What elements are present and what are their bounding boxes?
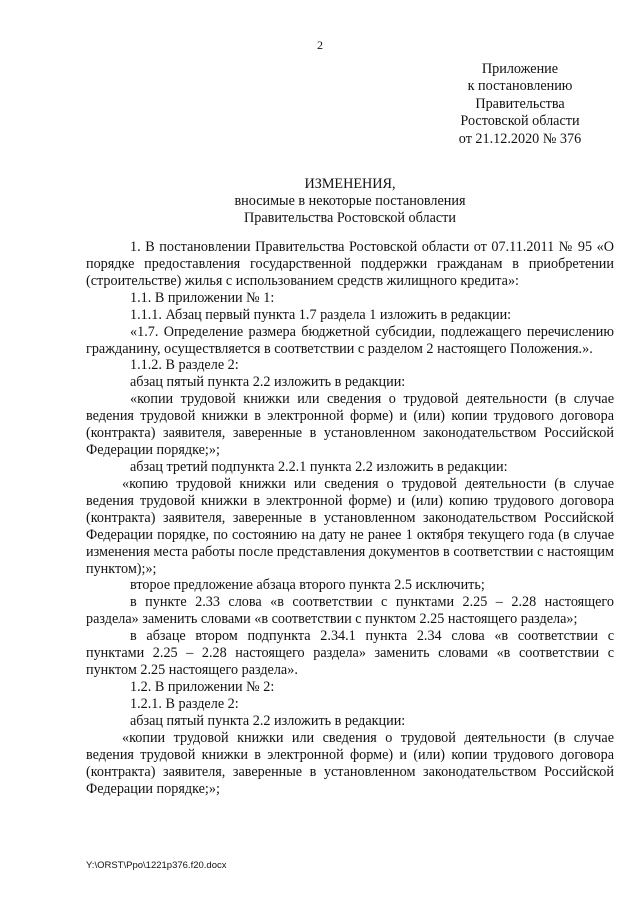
appendix-line: от 21.12.2020 № 376 [458, 130, 582, 147]
paragraph: 1.1.1. Абзац первый пункта 1.7 раздела 1 изложить в редакции: [130, 306, 512, 323]
appendix-line: Ростовской области [460, 113, 580, 130]
paragraph: «копии трудовой книжки или сведения о трудовой деятельности (в случае ведения трудовой книжки в электронной форме) и (или) копии трудового договора (контракта) заявителя, заверенные в установленном законодательством Российской Федерации порядке;»; [86, 729, 614, 797]
paragraph: в пункте 2.33 слова «в соответствии с пунктами 2.25 – 2.28 настоящего раздела» заменить словами «в соответствии с пунктом 2.25 настоящего раздела»; [86, 594, 614, 628]
title-subheading: Правительства Ростовской области [244, 210, 456, 227]
document-body [86, 239, 614, 797]
title-heading: ИЗМЕНЕНИЯ, [304, 176, 396, 192]
paragraph: второе предложение абзаца второго пункта 2.5 исключить; [130, 577, 485, 594]
appendix-line: Правительства [475, 95, 565, 112]
file-path-footer: Y:\ORST\Ppo\1221p376.f20.docx [86, 860, 227, 871]
paragraph: абзац третий подпункта 2.2.1 пункта 2.2 изложить в редакции: [130, 458, 508, 475]
paragraph: 1.1.2. В разделе 2: [130, 357, 239, 374]
appendix-reference [440, 61, 600, 148]
appendix-line: к постановлению [467, 78, 573, 95]
appendix-line: Приложение [481, 61, 559, 77]
paragraph: 1. В постановлении Правительства Ростовской области от 07.11.2011 № 95 «О порядке предоставления государственной поддержки гражданам в приобретении (строительстве) жилья с использованием средств жилищного кредита»: [86, 239, 614, 289]
paragraph: «копию трудовой книжки или сведения о трудовой деятельности (в случае ведения трудовой книжки в электронной форме) и (или) копию трудового договора (контракта) заявителя, заверенные в установленном законодательством Российской Федерации порядке, по состоянию на дату не ранее 1 октября текущего года (в случае изменения места работы после представления документов в соответствии с настоящим пунктом);»; [86, 475, 614, 577]
paragraph: «1.7. Определение размера бюджетной субсидии, подлежащего перечислению гражданину, осуществляется в соответствии с разделом 2 настоящего Положения.». [86, 323, 614, 357]
paragraph: 1.2. В приложении № 2: [130, 678, 275, 695]
paragraph: в абзаце втором подпункта 2.34.1 пункта 2.34 слова «в соответствии с пунктами 2.25 – 2.28 настоящего раздела» заменить словами «в соответствии с пунктом 2.25 настоящего раздела». [86, 628, 614, 679]
document-title [130, 176, 570, 228]
paragraph: абзац пятый пункта 2.2 изложить в редакции: [130, 374, 406, 391]
paragraph: 1.2.1. В разделе 2: [130, 695, 239, 712]
paragraph: 1.1. В приложении № 1: [130, 289, 275, 306]
paragraph: «копии трудовой книжки или сведения о трудовой деятельности (в случае ведения трудовой книжки в электронной форме) и (или) копии трудового договора (контракта) заявителя, заверенные в установленном законодательством Российской Федерации порядке;»; [86, 391, 614, 459]
title-subheading: вносимые в некоторые постановления [234, 193, 466, 210]
page-number: 2 [317, 38, 323, 52]
paragraph: абзац пятый пункта 2.2 изложить в редакции: [130, 712, 406, 729]
